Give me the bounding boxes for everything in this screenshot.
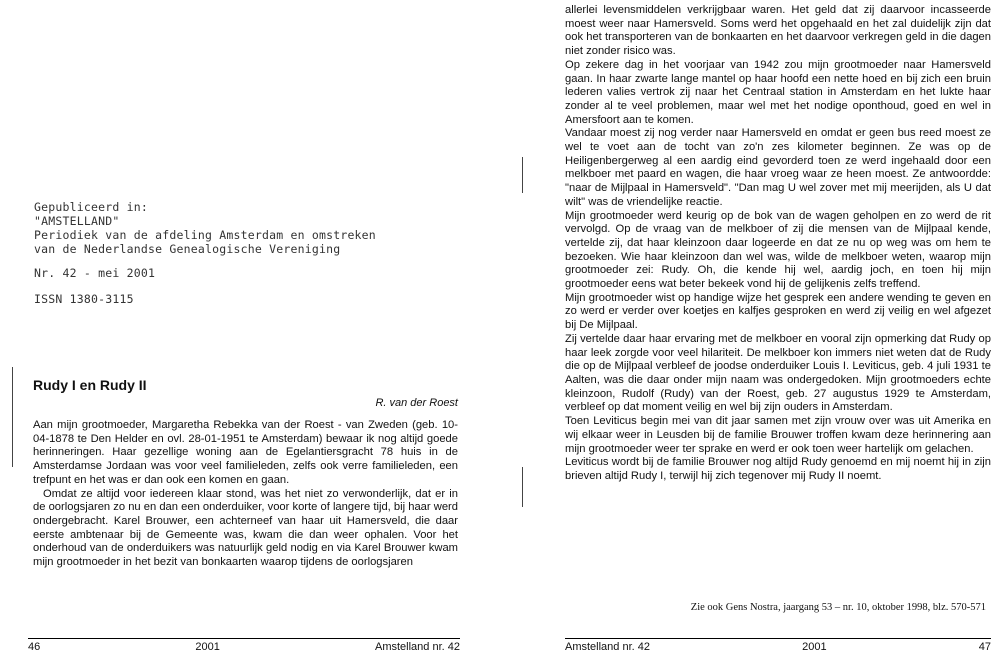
left-column-text xyxy=(33,419,458,570)
margin-line xyxy=(522,157,523,193)
paragraph: Mijn grootmoeder werd keurig op de bok van de wagen geholpen en zo werd de rit vervolgd. Op de vraag van de melkboer of zij die mensen van de Mijlpaal kende, vertelde zij, dat haar kleinzoon daar logeerde en dat ze nu op weg was om hem te bezoeken. Wie haar kleinzoon dan wel was, wilde de melkboer weten, waarop mijn grootmoeder zei: Rudy. Oh, die kende hij wel, aardig joch, en toen hij mijn grootmoeder eens wat beter bekeek vond hij de gelijkenis zelfs treffend. xyxy=(565,209,991,291)
article-title: Rudy I en Rudy II xyxy=(33,377,147,393)
reference-note: Zie ook Gens Nostra, jaargang 53 – nr. 10, oktober 1998, blz. 570-571 xyxy=(690,602,986,613)
stamp-line: Gepubliceerd in: xyxy=(34,200,148,214)
paragraph: allerlei levensmiddelen verkrijgbaar waren. Het geld dat zij daarvoor incasseerde moest weer naar Hamersveld. Soms werd het opgehaald en het zal duidelijk zijn dat ook het transporteren van de bonkaarten en het daarvoor verkregen geld in die dagen niet zonder risico was. xyxy=(565,4,991,58)
paragraph: Omdat ze altijd voor iedereen klaar stond, was het niet zo verwonderlijk, dat er in de oorlogsjaren zo nu en dan een onderduiker, voor korte of langere tijd, bij haar werd ondergebracht. Karel Brouwer, een achterneef van haar uit Hamersveld, die daar eerste ambtenaar bij de Gemeente was, kwam die dan weer ophalen. Voor het onderhoud van de onderduikers was natuurlijk geld nodig en via Karel Brouwer kwam mijn grootmoeder in het bezit van bonkaarten waarop tijdens de oorlogsjaren xyxy=(33,487,458,569)
paragraph: Leviticus wordt bij de familie Brouwer nog altijd Rudy genoemd en mij noemt hij in zijn brieven altijd Rudy I, terwijl hij zich tegenover mij Rudy II noemt. xyxy=(565,456,991,482)
margin-line xyxy=(522,467,523,507)
stamp-line: ISSN 1380-3115 xyxy=(34,292,134,306)
paragraph: Toen Leviticus begin mei van dit jaar samen met zijn vrouw over was uit Amerika en wij elkaar weer in Leusden bij de familie Brouwer troffen kwam deze herinnering aan mijn grootmoeder weer ter sprake en werd er ook toen weer hartelijk om gelachen. xyxy=(565,415,991,455)
publication-stamp xyxy=(34,200,464,306)
footer-journal: Amstelland nr. 42 xyxy=(374,641,460,653)
footer-year: 2001 xyxy=(195,641,220,653)
paragraph: Aan mijn grootmoeder, Margaretha Rebekka van der Roest - van Zweden (geb. 10-04-1878 te Den Helder en ovl. 28-01-1951 te Amsterdam) bewaar ik nog altijd goede herinneringen. Haar gezellige woning aan de Egelantiersgracht 78 huis in de Amsterdamse Jordaan was voor veel familieleden, zelfs ook verre familieleden, een trefpunt en het was er dan ook een komen en gaan. xyxy=(33,419,458,486)
paragraph: Zij vertelde daar haar ervaring met de melkboer en vooral zijn opmerking dat Rudy op haar leek zorgde voor veel hilariteit. De melkboer kon immers niet weten dat de Rudy die op de Mijlpaal verbleef de joodse onderduiker Louis I. Leviticus, geb. 4 juli 1931 te Aalten, was die daar onder mijn naam was ondergedoken. Mijn grootmoeders echte kleinzoon, Rudolf (Rudy) van der Roest, geb. 27 augustus 1929 te Amsterdam, verbleef op dat moment veilig en wel bij zijn ouders in Amsterdam. xyxy=(565,332,991,414)
margin-line xyxy=(12,367,13,467)
paragraph: Vandaar moest zij nog verder naar Hamersveld en omdat er geen bus reed moest ze wel te voet aan de tocht van zo'n zes kilometer beginnen. Ze was op de Heiligenbergerweg al een aardig eind gevorderd toen ze werd ingehaald door een melkboer met paard en wagen, die haar vroeg waar ze heen moest. Ze antwoordde: "naar de Mijlpaal in Hamersveld". "Dan mag U wel zover met mij meerijden, als U dat wilt" was de vriendelijke reactie. xyxy=(565,127,991,208)
paragraph: Mijn grootmoeder wist op handige wijze het gesprek een andere wending te geven en zo werd er verder over koetjes en kalfjes gesproken en werd zij veilig en wel afgezet bij De Mijlpaal. xyxy=(565,291,991,332)
left-page-footer xyxy=(28,638,460,653)
right-column-text xyxy=(565,4,991,484)
stamp-line: Periodiek van de afdeling Amsterdam en omstreken xyxy=(34,228,376,242)
right-page xyxy=(500,0,1000,659)
article-author: R. van der Roest xyxy=(375,397,458,409)
stamp-line: "AMSTELLAND" xyxy=(34,214,120,228)
footer-journal: Amstelland nr. 42 xyxy=(565,641,650,653)
footer-year: 2001 xyxy=(802,641,827,653)
stamp-line: Nr. 42 - mei 2001 xyxy=(34,266,156,280)
stamp-line: van de Nederlandse Genealogische Vereniging xyxy=(34,242,341,256)
page-number: 47 xyxy=(978,641,991,653)
page-number: 46 xyxy=(28,641,41,653)
right-page-footer xyxy=(565,638,991,653)
paragraph: Op zekere dag in het voorjaar van 1942 zou mijn grootmoeder naar Hamersveld gaan. In haar zwarte lange mantel op haar hoofd een nette hoed en bij zich een bruin lederen valies vertrok zij naar het Centraal station in Amsterdam en het lukte haar zonder al te veel problemen, maar wel met het nodige oponthoud, goed en wel in Amersfoort aan te komen. xyxy=(565,58,991,126)
